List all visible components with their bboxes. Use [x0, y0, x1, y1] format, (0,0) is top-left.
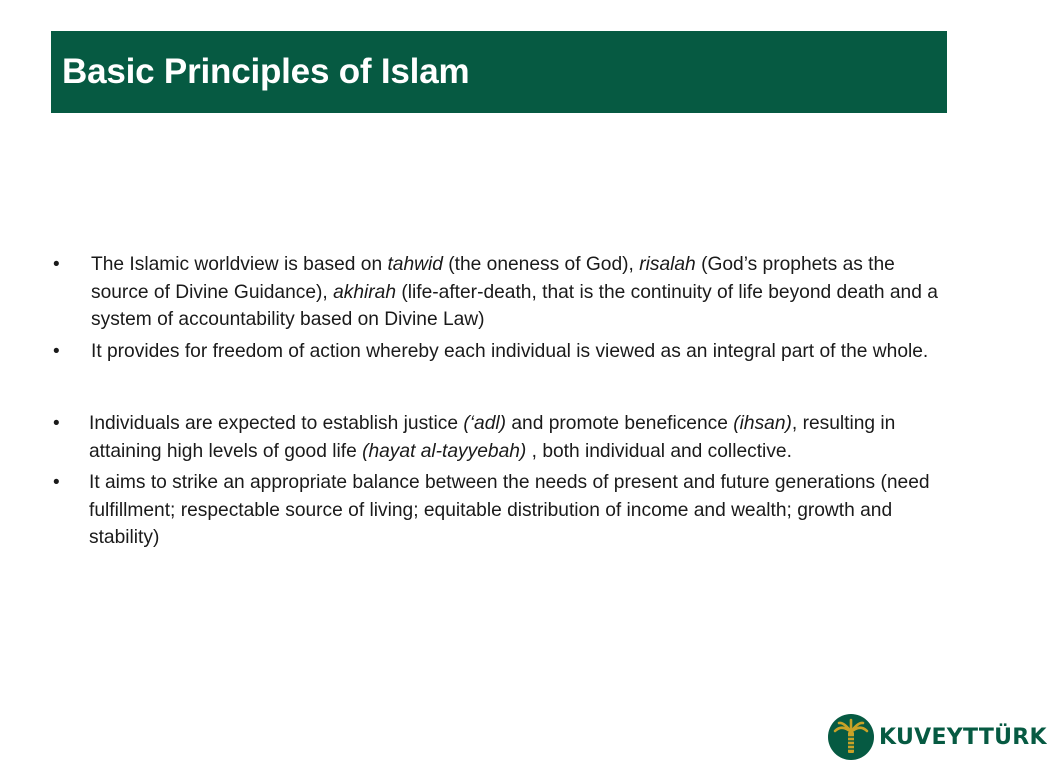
bullet-text-segment: , both individual and collective.: [526, 440, 792, 462]
bullet-text-segment: , resulting in attaining high levels of good life: [89, 413, 896, 462]
bullet-text: [91, 341, 928, 362]
bullet-item: [49, 251, 949, 334]
logo-wordmark: KUVEYTTÜRK: [879, 724, 1047, 750]
bullet-marker: •: [53, 254, 60, 275]
bullet-item: [49, 338, 949, 366]
bullet-marker: •: [53, 413, 60, 434]
bullet-text: [91, 254, 938, 330]
bullet-text-term: tahwid: [387, 254, 443, 275]
bullet-text-term: akhirah: [333, 281, 397, 303]
bullet-marker: •: [53, 472, 60, 493]
kuveytturk-logo: [828, 712, 1047, 762]
bullet-list-1: [49, 251, 949, 369]
bullet-text-segment: Individuals are expected to establish justice: [89, 413, 464, 434]
bullet-text-term: risalah: [639, 254, 696, 275]
bullet-item: [49, 410, 949, 465]
bullet-text-term: (‘adl): [463, 413, 507, 434]
bullet-text-segment: The Islamic worldview is based on: [91, 254, 388, 275]
bullet-text-segment: It aims to strike an appropriate balance between the needs of present and future generations (need fulfillment; respectable source of living; equitable distribution of income and wealth; growth and stability): [89, 472, 930, 548]
bullet-text-term: (hayat al-tayyebah): [362, 440, 527, 462]
bullet-item: [49, 469, 949, 552]
bullet-text-segment: (the oneness of God),: [442, 254, 640, 275]
bullet-text-segment: (life-after-death, that is the continuity of life beyond death and a system of accountability based on Divine Law): [91, 281, 938, 330]
bullet-list-2: [49, 410, 949, 556]
bullet-text-segment: It provides for freedom of action whereby each individual is viewed as an integral part of the whole.: [91, 340, 929, 362]
bullet-text: [89, 413, 895, 462]
slide-title: Basic Principles of Islam: [62, 52, 470, 91]
title-bar: [51, 31, 947, 113]
palm-tree-icon: [828, 714, 874, 760]
bullet-marker: •: [53, 340, 60, 362]
bullet-text-term: (ihsan): [733, 413, 792, 434]
bullet-text: [89, 472, 930, 548]
bullet-text-segment: and promote beneficence: [506, 413, 734, 434]
bullet-text-segment: (God’s prophets as the source of Divine Guidance),: [91, 254, 895, 303]
